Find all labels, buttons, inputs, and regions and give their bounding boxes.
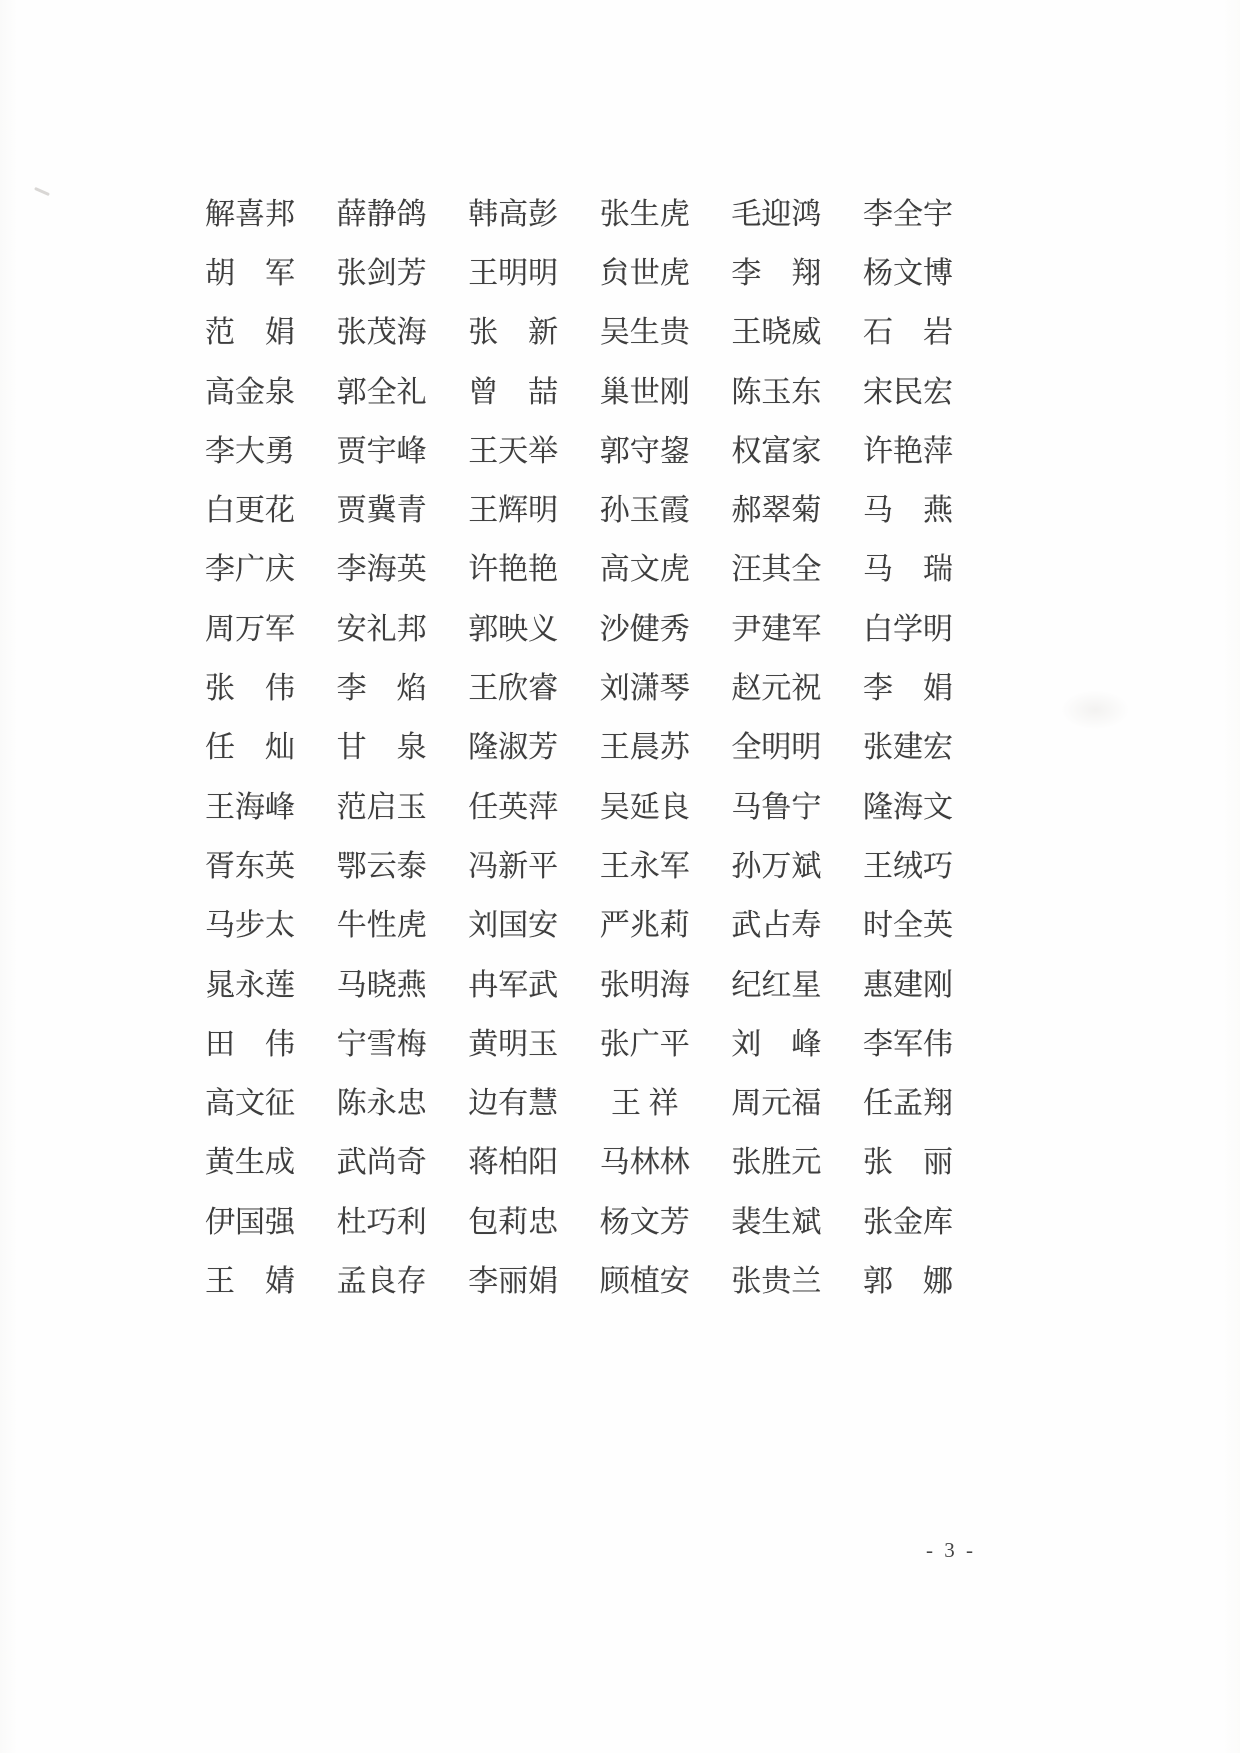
person-name: 张茂海 [336,316,427,350]
table-row [203,837,955,896]
person-name: 解喜邦 [205,197,295,231]
table-row [203,600,955,659]
person-name: 李 焰 [336,672,427,706]
person-name: 王晨苏 [599,731,690,765]
person-name: 时全英 [862,909,953,943]
person-name: 胡 军 [205,256,295,290]
person-name: 任英萍 [468,790,559,824]
person-name: 王 祥 [611,1087,679,1121]
person-name: 甘 泉 [336,731,427,765]
person-name: 裴生斌 [731,1205,822,1239]
person-name: 张 伟 [205,672,295,706]
person-name: 马林林 [599,1146,690,1180]
person-name: 吴延良 [599,790,690,824]
person-name: 沙健秀 [599,612,690,646]
person-name: 任 灿 [205,731,295,765]
person-name: 顾植安 [599,1264,690,1298]
table-row [203,422,955,481]
person-name: 巢世刚 [599,375,690,409]
person-name: 孙玉霞 [599,494,690,528]
person-name: 孙万斌 [731,849,822,883]
person-name: 薛静鸽 [336,197,427,231]
person-name: 张贵兰 [731,1264,822,1298]
person-name: 权富家 [731,434,822,468]
person-name: 李海英 [336,553,427,587]
person-name: 冯新平 [468,849,559,883]
table-row [203,659,955,718]
person-name: 刘潇琴 [599,672,690,706]
person-name: 高文虎 [599,553,690,587]
person-name: 张广平 [599,1027,690,1061]
table-row [203,778,955,837]
table-row [203,1193,955,1252]
person-name: 蒋柏阳 [468,1146,559,1180]
table-row [203,956,955,1015]
person-name: 许艳艳 [468,553,559,587]
person-name: 吴生贵 [599,316,690,350]
person-name: 白更花 [205,494,295,528]
person-name: 陈永忠 [336,1087,427,1121]
person-name: 李广庆 [205,553,295,587]
person-name: 隆淑芳 [468,731,559,765]
person-name: 张建宏 [862,731,953,765]
table-row [203,244,955,303]
table-row [203,481,955,540]
person-name: 白学明 [862,612,953,646]
person-name: 毛迎鸿 [731,197,822,231]
person-name: 郭全礼 [336,375,427,409]
person-name: 高金泉 [205,375,295,409]
person-name: 郭映义 [468,612,559,646]
person-name: 伊国强 [205,1205,295,1239]
person-name: 王绒巧 [862,849,953,883]
person-name: 李大勇 [205,434,295,468]
person-name: 王欣睿 [468,672,559,706]
person-name: 孟良存 [336,1264,427,1298]
scan-artifact [34,187,50,196]
person-name: 李军伟 [862,1027,953,1061]
person-name: 郭守鋆 [599,434,690,468]
person-name: 张剑芳 [336,256,427,290]
person-name: 牛性虎 [336,909,427,943]
person-name: 杜巧利 [336,1205,427,1239]
person-name: 马 瑞 [862,553,953,587]
person-name: 张明海 [599,968,690,1002]
person-name: 隆海文 [862,790,953,824]
person-name: 包莉忠 [468,1205,559,1239]
person-name: 汪其全 [731,553,822,587]
person-name: 黄明玉 [468,1027,559,1061]
table-row [203,1252,955,1311]
scan-smudge [1060,690,1130,730]
names-table [203,185,955,1312]
person-name: 周万军 [205,612,295,646]
person-name: 田 伟 [205,1027,295,1061]
person-name: 张 丽 [862,1146,953,1180]
person-name: 马鲁宁 [731,790,822,824]
person-name: 石 岩 [862,316,953,350]
person-name: 李全宇 [862,197,953,231]
person-name: 纪红星 [731,968,822,1002]
person-name: 韩高彭 [468,197,559,231]
person-name: 鄂云泰 [336,849,427,883]
person-name: 杨文博 [862,256,953,290]
person-name: 陈玉东 [731,375,822,409]
person-name: 冉军武 [468,968,559,1002]
person-name: 王晓威 [731,316,822,350]
person-name: 武占寿 [731,909,822,943]
person-name: 武尚奇 [336,1146,427,1180]
person-name: 尹建军 [731,612,822,646]
person-name: 周元福 [731,1087,822,1121]
table-row [203,897,955,956]
person-name: 王天举 [468,434,559,468]
person-name: 郭 娜 [862,1264,953,1298]
person-name: 任孟翔 [862,1087,953,1121]
person-name: 张金库 [862,1205,953,1239]
person-name: 王海峰 [205,790,295,824]
person-name: 马晓燕 [336,968,427,1002]
table-row [203,304,955,363]
person-name: 宁雪梅 [336,1027,427,1061]
person-name: 贾宇峰 [336,434,427,468]
person-name: 范启玉 [336,790,427,824]
person-name: 曾 喆 [468,375,559,409]
table-row [203,1074,955,1133]
person-name: 范 娟 [205,316,295,350]
person-name: 马步太 [205,909,295,943]
person-name: 王永军 [599,849,690,883]
person-name: 张胜元 [731,1146,822,1180]
person-name: 刘 峰 [731,1027,822,1061]
table-row [203,541,955,600]
person-name: 惠建刚 [862,968,953,1002]
table-row [203,1134,955,1193]
page-number: - 3 - [926,1538,976,1562]
person-name: 李丽娟 [468,1264,559,1298]
table-row [203,185,955,244]
person-name: 杨文芳 [599,1205,690,1239]
person-name: 李 娟 [862,672,953,706]
person-name: 郝翠菊 [731,494,822,528]
person-name: 晁永莲 [205,968,295,1002]
person-name: 刘国安 [468,909,559,943]
person-name: 王明明 [468,256,559,290]
person-name: 张 新 [468,316,559,350]
person-name: 李 翔 [731,256,822,290]
person-name: 安礼邦 [336,612,427,646]
person-name: 全明明 [731,731,822,765]
person-name: 边有慧 [468,1087,559,1121]
person-name: 王 婧 [205,1264,295,1298]
table-row [203,363,955,422]
person-name: 黄生成 [205,1146,295,1180]
person-name: 赵元祝 [731,672,822,706]
table-row [203,1015,955,1074]
person-name: 高文征 [205,1087,295,1121]
person-name: 贠世虎 [599,256,690,290]
person-name: 宋民宏 [862,375,953,409]
person-name: 严兆莉 [599,909,690,943]
person-name: 王辉明 [468,494,559,528]
person-name: 马 燕 [862,494,953,528]
person-name: 胥东英 [205,849,295,883]
table-row [203,719,955,778]
person-name: 许艳萍 [862,434,953,468]
person-name: 张生虎 [599,197,690,231]
person-name: 贾冀青 [336,494,427,528]
